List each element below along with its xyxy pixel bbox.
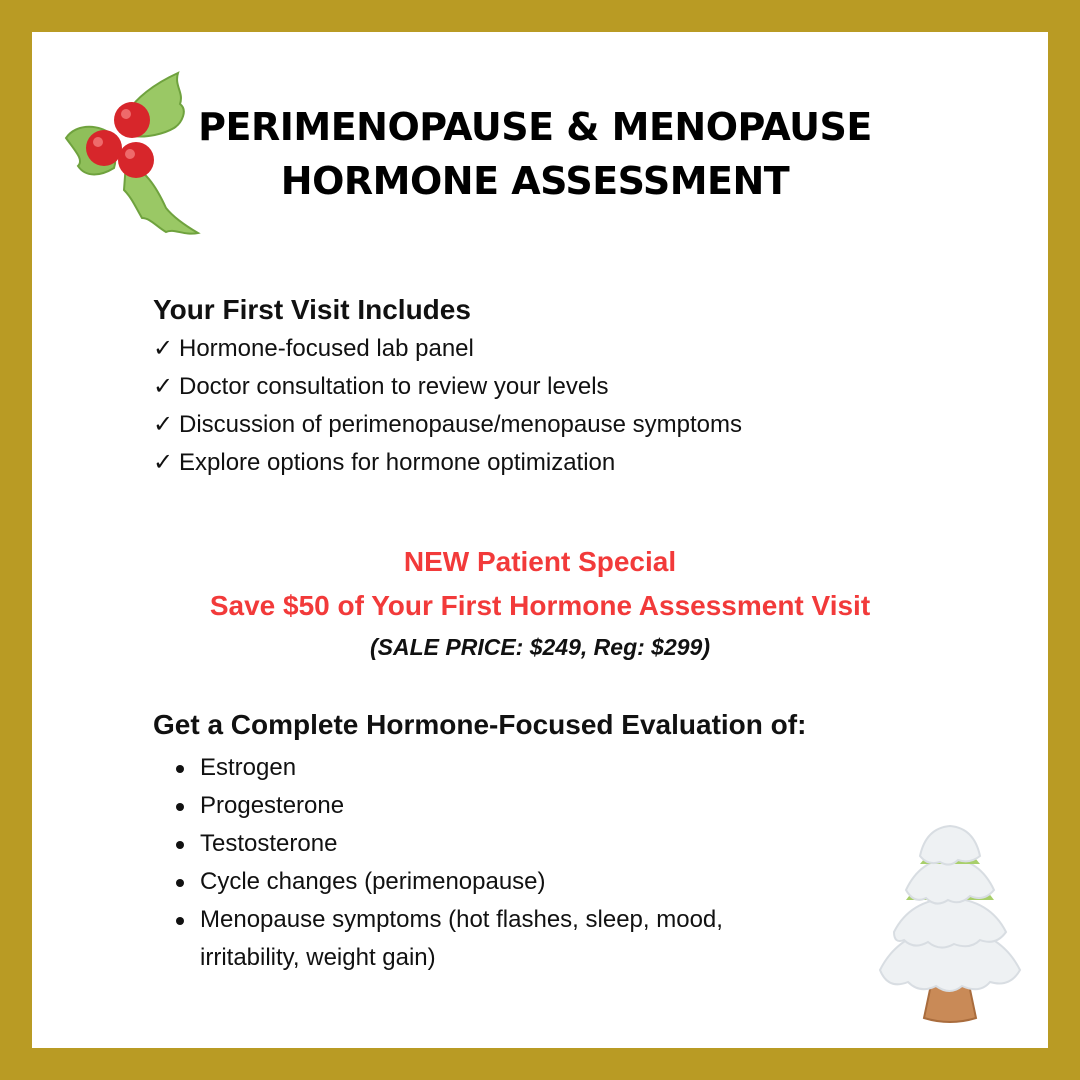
evaluation-list: [153, 749, 820, 977]
list-item-text: Hormone-focused lab panel: [179, 335, 474, 362]
check-icon: ✓: [153, 411, 174, 438]
special-offer: Save $50 of Your First Hormone Assessment Visit: [209, 590, 871, 621]
list-item: [153, 406, 742, 444]
first-visit-section: [153, 290, 742, 482]
list-item: Testosterone: [200, 825, 820, 863]
list-item-text: Explore options for hormone optimization: [179, 449, 616, 476]
check-icon: ✓: [153, 373, 174, 400]
list-item: Menopause symptoms (hot flashes, sleep, mood, irritability, weight gain): [200, 901, 820, 977]
check-icon: ✓: [153, 335, 174, 362]
check-icon: ✓: [153, 449, 174, 476]
special-title: NEW Patient Special: [403, 546, 677, 577]
list-item: [153, 444, 742, 482]
first-visit-heading: Your First Visit Includes: [153, 294, 471, 325]
title-line-1: PERIMENOPAUSE & MENOPAUSE: [198, 105, 872, 149]
first-visit-list: [153, 330, 742, 482]
list-item: [153, 368, 742, 406]
special-price: (SALE PRICE: $249, Reg: $299): [369, 634, 710, 660]
title-line-2: HORMONE ASSESSMENT: [280, 159, 790, 203]
list-item-text: Doctor consultation to review your levels: [179, 373, 609, 400]
list-item: [153, 330, 742, 368]
evaluation-heading: Get a Complete Hormone-Focused Evaluation of:: [153, 709, 807, 740]
list-item: Progesterone: [200, 787, 820, 825]
evaluation-section: [153, 705, 820, 977]
new-patient-special: [0, 540, 1080, 666]
page-title: [0, 100, 1070, 208]
list-item: Estrogen: [200, 749, 820, 787]
christmas-tree-icon: [870, 820, 1030, 1030]
list-item-text: Discussion of perimenopause/menopause symptoms: [179, 411, 742, 438]
list-item: Cycle changes (perimenopause): [200, 863, 820, 901]
